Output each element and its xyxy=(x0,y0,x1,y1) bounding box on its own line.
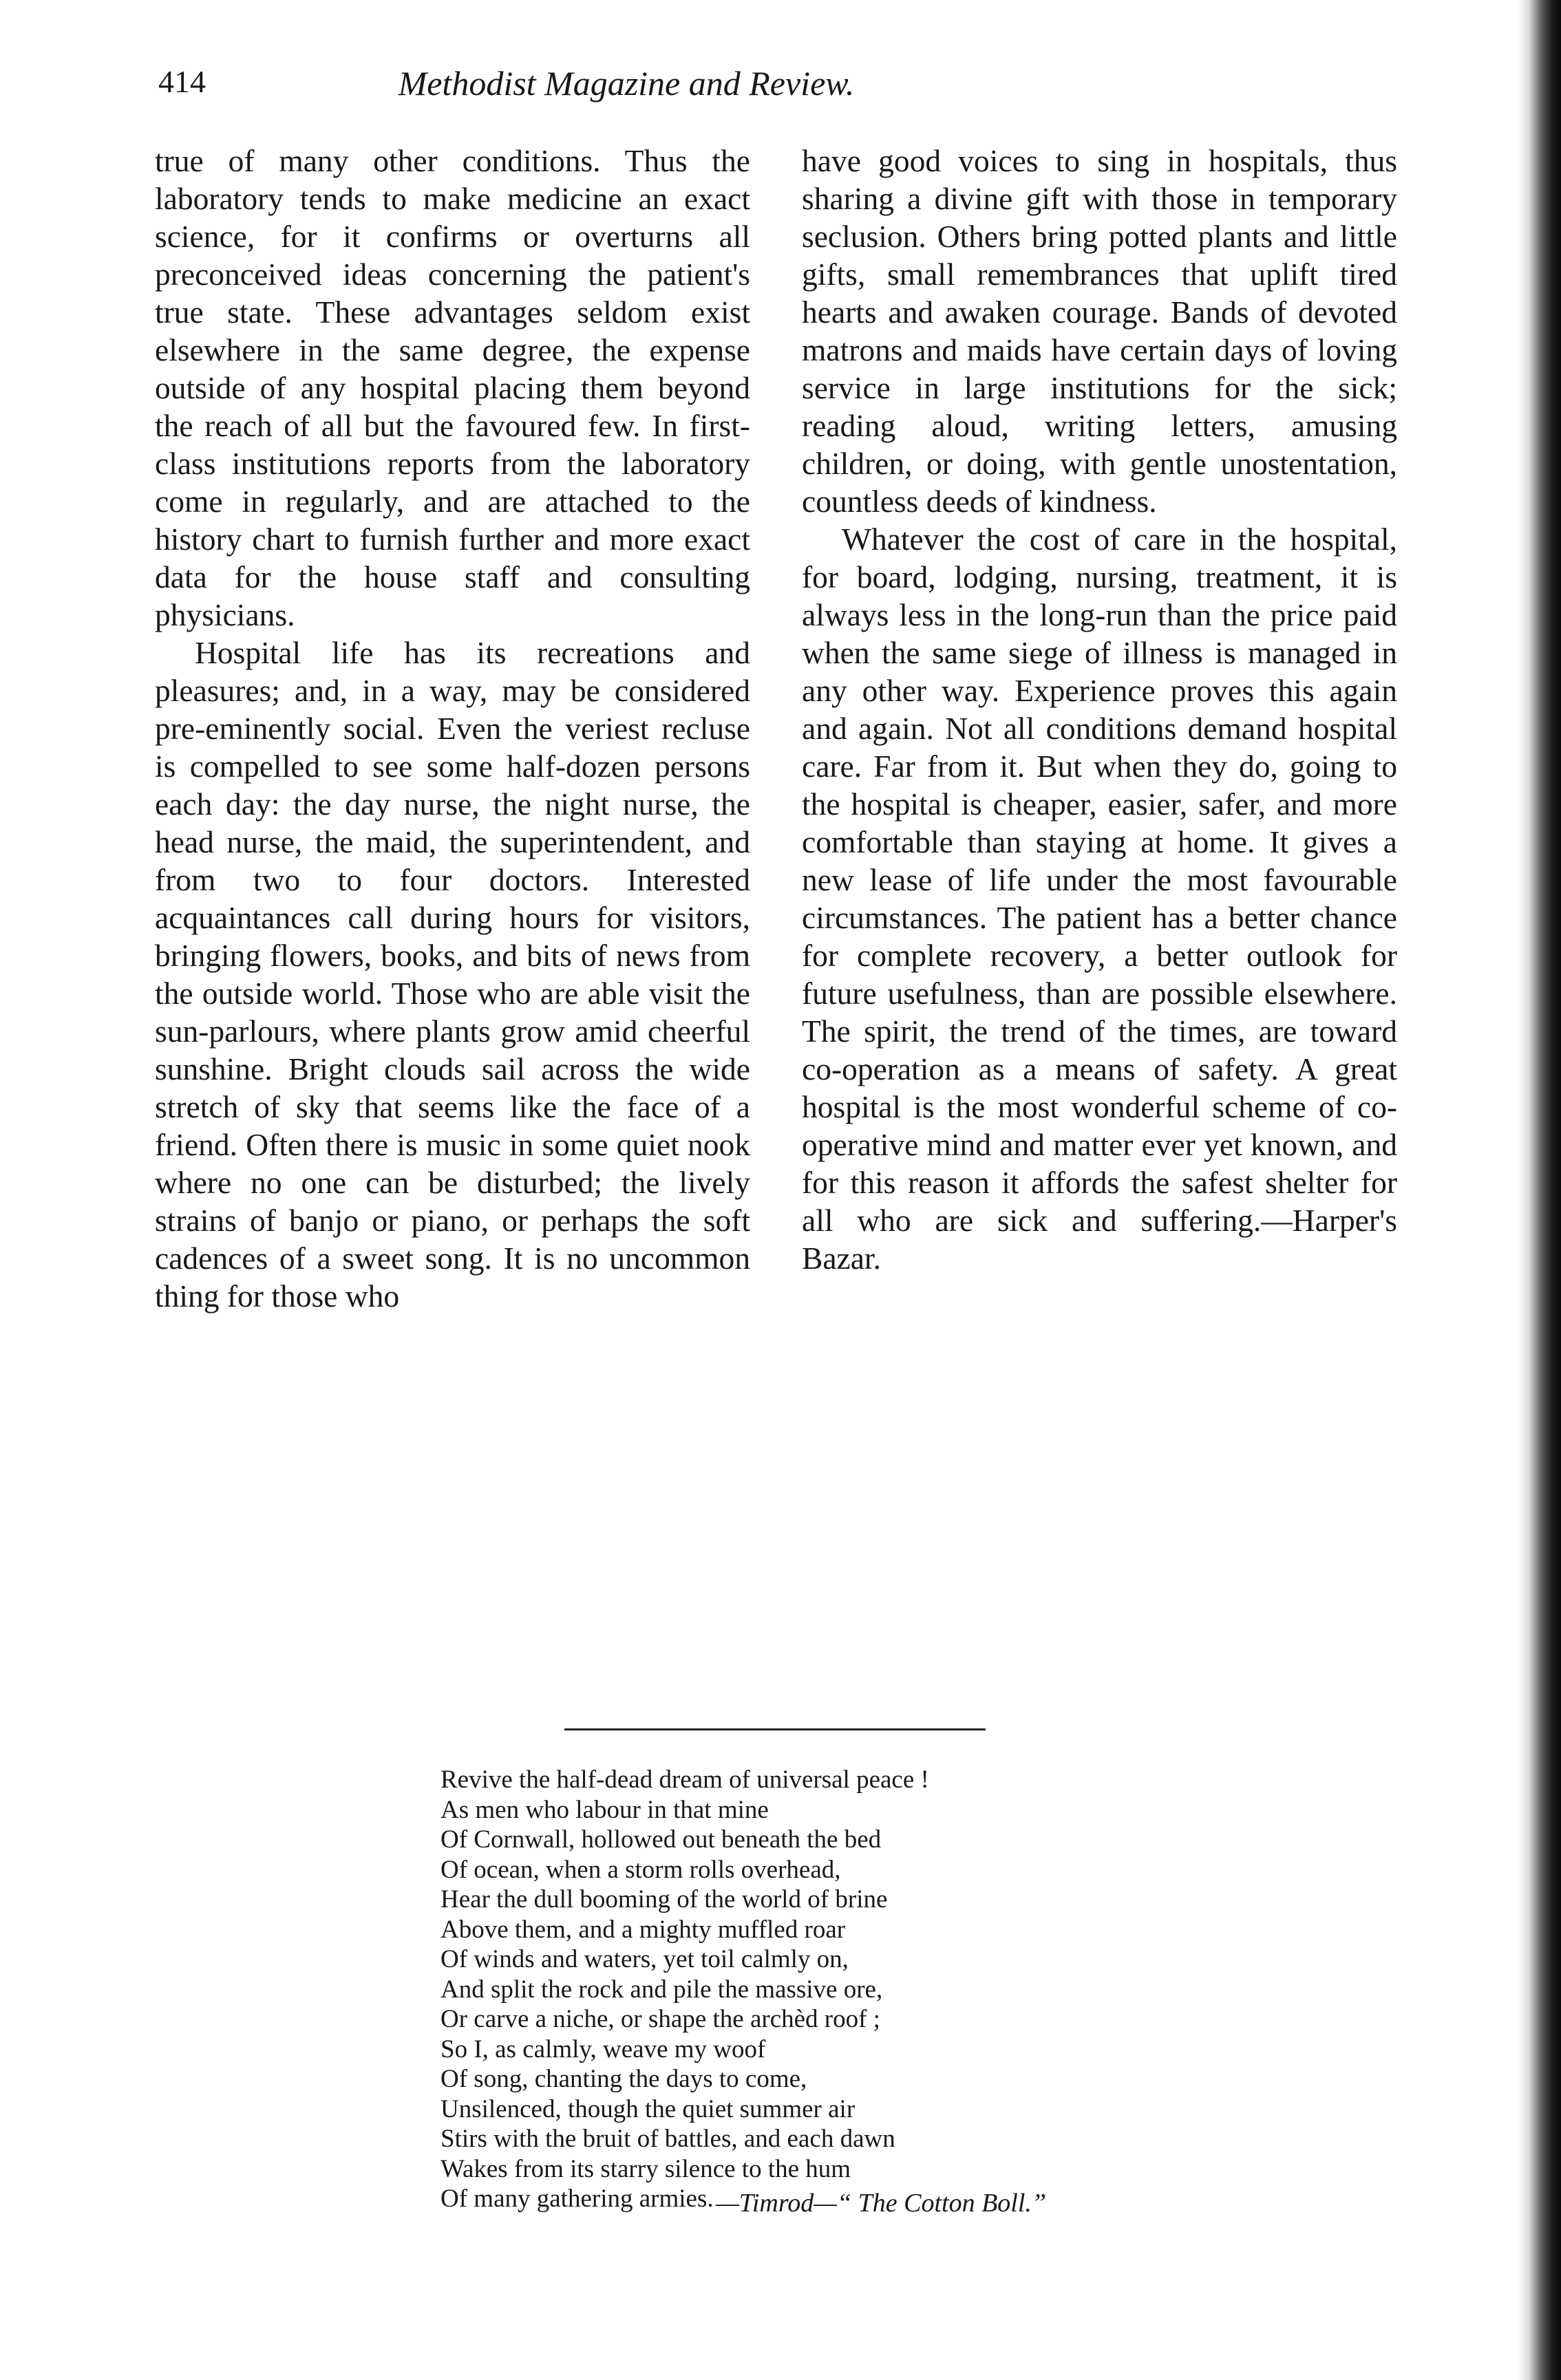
poem-attribution: —Timrod—“ The Cotton Boll.” xyxy=(716,2189,1047,2218)
poem-line: Above them, and a mighty muffled roar xyxy=(440,1915,846,1944)
paragraph: Whatever the cost of care in the hospital, for board, lodging, nursing, treatment, it is always less in the long-run than the price paid when the same siege of illness is managed in any other way. Experience proves this again and again. Not all conditions demand hospital care. Far from it. But when they do, going to the hospital is cheaper, easier, safer, and more comfortable than staying at home. It gives a new lease of life under the most favourable circumstances. The patient has a better chance for complete recovery, a better outlook for future usefulness, than are possible elsewhere. The spirit, the trend of the times, are toward co-operation as a means of safety. A great hospital is the most wonderful scheme of co-operative mind and matter ever yet known, and for this reason it affords the safest shelter for all who are sick and suffering.—Harper's Bazar. xyxy=(802,522,1397,1276)
poem-line: Or carve a niche, or shape the archèd roof ; xyxy=(440,2005,880,2033)
page-number: 414 xyxy=(158,64,206,99)
poem-line: Stirs with the bruit of battles, and each dawn xyxy=(440,2125,895,2153)
paragraph: true of many other conditions. Thus the laboratory tends to make medicine an exact science, for it confirms or overturns all preconceived ideas concerning the patient's true state. These advantages seldom exist elsewhere in the same degree, the expense outside of any hospital placing them beyond the reach of all but the favoured few. In first-class institutions reports from the laboratory come in regularly, and are attached to the history chart to furnish further and more exact data for the house staff and consulting physicians. xyxy=(155,143,750,632)
page-header xyxy=(158,63,1094,111)
poem-line: Unsilenced, though the quiet summer air xyxy=(440,2094,856,2123)
poem-line: So I, as calmly, weave my woof xyxy=(440,2035,766,2063)
running-head: Methodist Magazine and Review. xyxy=(398,64,855,103)
poem-line: As men who labour in that mine xyxy=(440,1795,769,1824)
poem-line: Wakes from its starry silence to the hum xyxy=(440,2154,851,2183)
section-divider xyxy=(564,1728,986,1730)
poem-line: Of many gathering armies. xyxy=(440,2185,714,2213)
right-column xyxy=(802,142,1397,1277)
poem-line: Of ocean, when a storm rolls overhead, xyxy=(440,1855,841,1884)
left-column xyxy=(155,142,750,1315)
poem-line: Hear the dull booming of the world of brine xyxy=(440,1885,888,1913)
poem-line: Of song, chanting the days to come, xyxy=(440,2065,807,2093)
scanned-binding-edge xyxy=(1518,0,1561,2380)
article-columns xyxy=(155,142,1397,1690)
paragraph: have good voices to sing in hospitals, thus sharing a divine gift with those in temporary seclusion. Others bring potted plants and little gifts, small remembrances that uplift tired hearts and awaken courage. Bands of devoted matrons and maids have certain days of loving service in large institutions for the sick; reading aloud, writing letters, amusing children, or doing, with gentle unostentation, countless deeds of kindness. xyxy=(802,143,1397,519)
poem-line: And split the rock and pile the massive ore, xyxy=(440,1975,883,2004)
poem-line: Of Cornwall, hollowed out beneath the bed xyxy=(440,1825,882,1854)
paragraph: Hospital life has its recreations and pleasures; and, in a way, may be considered pre-eminently social. Even the veriest recluse is compelled to see some half-dozen persons each day: the day nurse, the night nurse, the head nurse, the maid, the superintendent, and from two to four doctors. Interested acquaintances call during hours for visitors, bringing flowers, books, and bits of news from the outside world. Those who are able visit the sun-parlours, where plants grow amid cheerful sunshine. Bright clouds sail across the wide stretch of sky that seems like the face of a friend. Often there is music in some quiet nook where no one can be disturbed; the lively strains of banjo or piano, or perhaps the soft cadences of a sweet song. It is no uncommon thing for those who xyxy=(155,635,750,1314)
poem-line: Of winds and waters, yet toil calmly on, xyxy=(440,1945,849,1973)
poem-excerpt xyxy=(440,1765,1232,2214)
poem-line: Revive the half-dead dream of universal peace ! xyxy=(440,1766,929,1794)
